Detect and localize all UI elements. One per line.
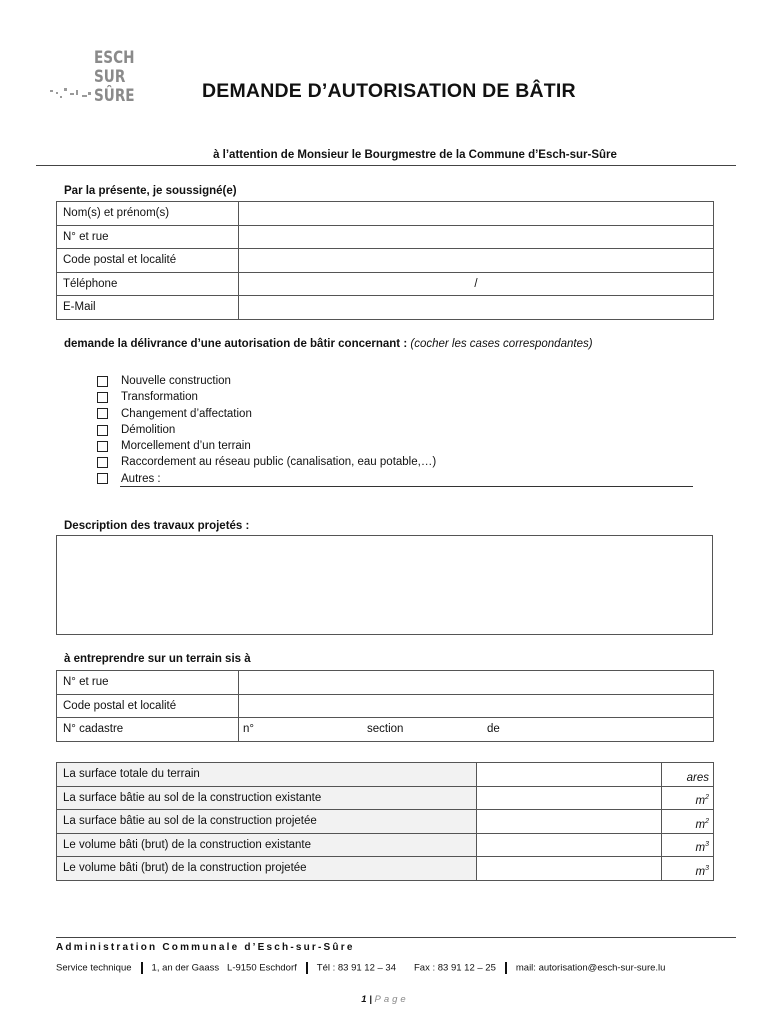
table-row bbox=[57, 694, 714, 718]
cadastre-number-label: n° bbox=[243, 723, 254, 736]
request-heading: demande la délivrance d’une autorisation de bâtir concernant : bbox=[64, 338, 408, 350]
option-label: Autres : bbox=[121, 472, 161, 485]
page-separator: | bbox=[369, 994, 372, 1005]
table-row bbox=[57, 249, 714, 273]
header-divider bbox=[36, 165, 736, 166]
street-label: N° et rue bbox=[57, 225, 239, 249]
surface-existing-field[interactable] bbox=[477, 786, 662, 810]
street-field[interactable] bbox=[239, 225, 714, 249]
table-row bbox=[57, 763, 714, 787]
cadastre-section-label: section bbox=[367, 723, 404, 735]
terrain-table bbox=[56, 670, 714, 742]
request-options bbox=[97, 373, 436, 487]
request-heading-line bbox=[64, 338, 593, 350]
terrain-postal-field[interactable] bbox=[239, 694, 714, 718]
table-row bbox=[57, 202, 714, 226]
commune-logo bbox=[46, 48, 141, 112]
option-label: Démolition bbox=[121, 423, 176, 436]
footer-address: 1, an der Gaass L-9150 Eschdorf bbox=[151, 962, 297, 974]
checkbox-icon[interactable] bbox=[97, 425, 108, 436]
email-field[interactable] bbox=[239, 296, 714, 320]
email-label: E-Mail bbox=[57, 296, 239, 320]
postal-field[interactable] bbox=[239, 249, 714, 273]
table-row bbox=[57, 786, 714, 810]
terrain-heading: à entreprendre sur un terrain sis à bbox=[64, 653, 251, 665]
table-row bbox=[57, 833, 714, 857]
footer-service: Service technique bbox=[56, 962, 132, 974]
option-demolition[interactable] bbox=[97, 422, 436, 438]
checkbox-icon[interactable] bbox=[97, 392, 108, 403]
option-label: Nouvelle construction bbox=[121, 375, 231, 387]
terrain-postal-label: Code postal et localité bbox=[57, 694, 239, 718]
cadastre-de-label: de bbox=[487, 723, 500, 735]
checkbox-icon[interactable] bbox=[97, 473, 108, 484]
checkbox-icon[interactable] bbox=[97, 408, 108, 419]
checkbox-icon[interactable] bbox=[97, 376, 108, 387]
unit-m3: $m^3$ bbox=[662, 857, 714, 881]
footer-mail[interactable]: mail: autorisation@esch-sur-sure.lu bbox=[515, 962, 666, 974]
separator bbox=[141, 962, 143, 974]
option-other[interactable] bbox=[97, 471, 436, 487]
name-label: Nom(s) et prénom(s) bbox=[57, 202, 239, 226]
option-label: Raccordement au réseau public (canalisation, eau potable,…) bbox=[121, 456, 437, 469]
option-parcelling[interactable] bbox=[97, 438, 436, 454]
volume-projected-label: Le volume bâti (brut) de la construction projetée bbox=[57, 857, 477, 881]
page-title: DEMANDE D’AUTORISATION DE BÂTIR bbox=[202, 80, 576, 102]
volume-projected-field[interactable] bbox=[477, 857, 662, 881]
unit-m3: $m^3$ bbox=[662, 833, 714, 857]
description-heading: Description des travaux projetés : bbox=[64, 520, 250, 532]
footer-divider bbox=[56, 937, 736, 938]
option-new-construction[interactable] bbox=[97, 373, 436, 389]
table-row bbox=[57, 296, 714, 320]
name-field[interactable] bbox=[239, 202, 714, 226]
volume-existing-field[interactable] bbox=[477, 833, 662, 857]
table-row bbox=[57, 272, 714, 296]
separator bbox=[306, 962, 308, 974]
option-label: Transformation bbox=[121, 391, 198, 404]
phone-label: Téléphone bbox=[57, 272, 239, 296]
surface-total-label: La surface totale du terrain bbox=[57, 763, 477, 787]
logo-text-sure: SÛRE bbox=[94, 86, 135, 106]
checkbox-icon[interactable] bbox=[97, 441, 108, 452]
table-row bbox=[57, 810, 714, 834]
logo-text-esch: ESCH bbox=[94, 48, 135, 68]
page-number bbox=[0, 994, 770, 1005]
logo-text-sur: SUR bbox=[94, 67, 126, 87]
phone-field[interactable]: / bbox=[239, 272, 714, 296]
cadastre-field[interactable] bbox=[239, 718, 714, 742]
volume-existing-label: Le volume bâti (brut) de la construction existante bbox=[57, 833, 477, 857]
applicant-table bbox=[56, 201, 714, 320]
terrain-street-label: N° et rue bbox=[57, 671, 239, 695]
footer-fax: Fax : 83 91 12 – 25 bbox=[414, 962, 496, 974]
applicant-heading: Par la présente, je soussigné(e) bbox=[64, 185, 237, 197]
terrain-street-field[interactable] bbox=[239, 671, 714, 695]
option-transformation[interactable] bbox=[97, 389, 436, 405]
option-label: Changement d’affectation bbox=[121, 407, 252, 420]
table-row bbox=[57, 225, 714, 249]
option-connection[interactable] bbox=[97, 454, 436, 470]
option-change-use[interactable] bbox=[97, 406, 436, 422]
unit-m2: $m^2$ bbox=[662, 786, 714, 810]
unit-m2: $m^2$ bbox=[662, 810, 714, 834]
unit-ares: ares bbox=[662, 763, 714, 787]
attention-line: à l’attention de Monsieur le Bourgmestre de la Commune d’Esch-sur-Sûre bbox=[213, 149, 617, 161]
table-row bbox=[57, 857, 714, 881]
cadastre-label: N° cadastre bbox=[57, 718, 239, 742]
footer-tel: Tél : 83 91 12 – 34 bbox=[316, 962, 396, 974]
footer-info bbox=[56, 962, 665, 974]
page-number-value: 1 bbox=[361, 994, 367, 1005]
other-blank-line[interactable] bbox=[120, 486, 693, 487]
surface-projected-label: La surface bâtie au sol de la construction projetée bbox=[57, 810, 477, 834]
logo-mark-icon bbox=[46, 48, 94, 112]
description-field[interactable] bbox=[56, 535, 713, 635]
page-word: Page bbox=[374, 994, 409, 1005]
surfaces-table bbox=[56, 762, 714, 881]
separator bbox=[505, 962, 507, 974]
request-hint: (cocher les cases correspondantes) bbox=[410, 338, 593, 350]
option-label: Morcellement d’un terrain bbox=[121, 440, 251, 453]
postal-label: Code postal et localité bbox=[57, 249, 239, 273]
table-row bbox=[57, 671, 714, 695]
surface-total-field[interactable] bbox=[477, 763, 662, 787]
surface-existing-label: La surface bâtie au sol de la construction existante bbox=[57, 786, 477, 810]
checkbox-icon[interactable] bbox=[97, 457, 108, 468]
table-row bbox=[57, 718, 714, 742]
surface-projected-field[interactable] bbox=[477, 810, 662, 834]
footer-org: Administration Communale d’Esch-sur-Sûre bbox=[56, 942, 355, 953]
